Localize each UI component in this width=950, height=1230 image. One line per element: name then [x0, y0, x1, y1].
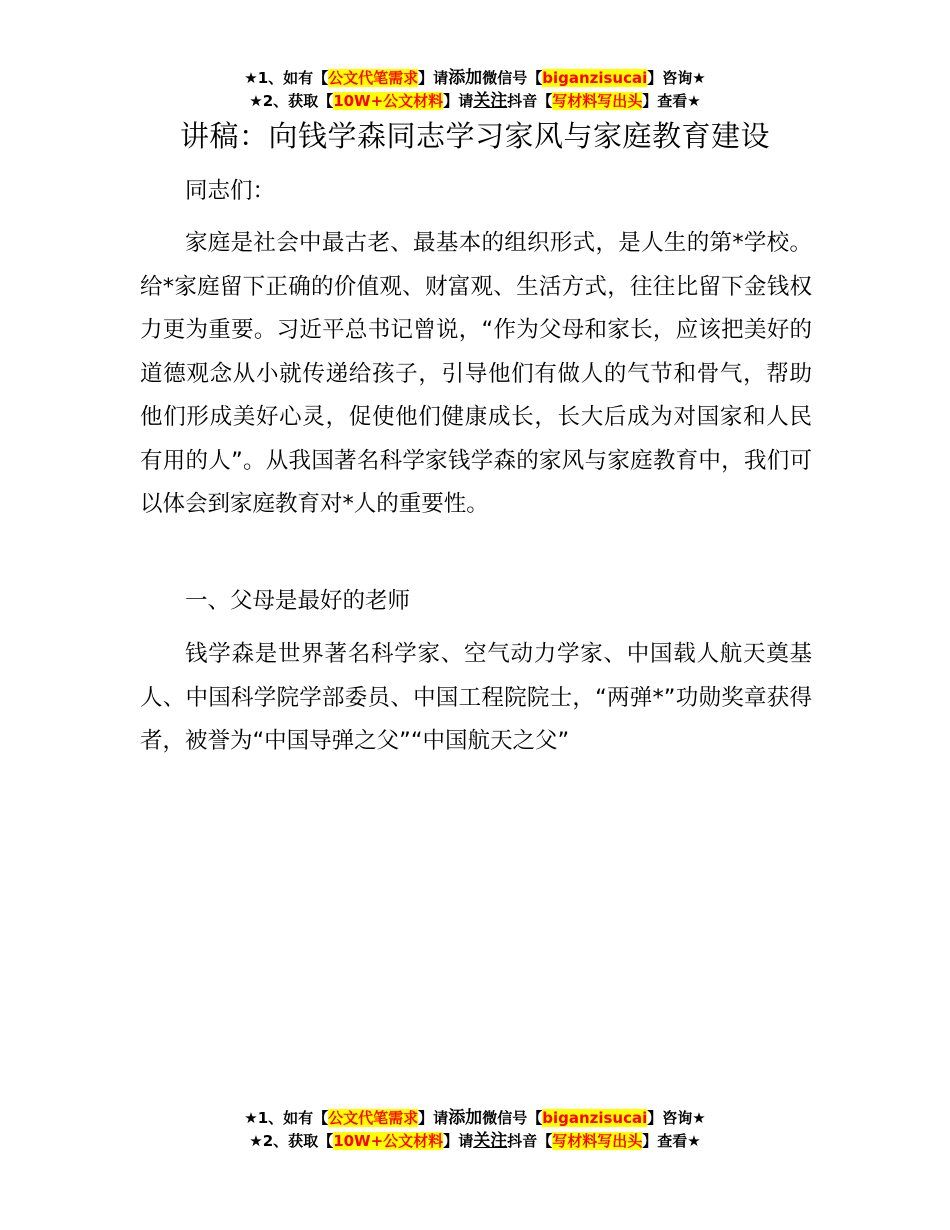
banner-text: ★2、获取【	[249, 1132, 334, 1150]
section-heading: 一、父母是最好的老师	[185, 588, 411, 614]
body-paragraph: 钱学森是世界著名科学家、空气动力学家、中国载人航天奠基人、中国科学院学部委员、中国工程院院士，“两弹*”功勋奖章获得者，被誉为“中国导弹之父”“中国航天之父”	[140, 641, 812, 754]
banner-text: 】查看★	[642, 92, 701, 110]
banner-line-2	[0, 90, 950, 113]
banner-emphasis: 添加	[448, 68, 483, 88]
banner-line-2	[0, 1130, 950, 1153]
body-paragraph: 家庭是社会中最古老、最基本的组织形式，是人生的第*学校。给*家庭留下正确的价值观、财富观、生活方式，往往比留下金钱权力更为重要。习近平总书记曾说，“作为父母和家长，应该把美好的道德观念从小就传递给孩子，引导他们有做人的气节和骨气，帮助他们形成美好心灵，促使他们健康成长，长大后成为对国家和人民有用的人”。从我国著名科学家钱学森的家风与家庭教育中，我们可以体会到家庭教育对*人的重要性。	[140, 230, 812, 517]
banner-text: ★1、如有【	[244, 1109, 329, 1127]
highlight-douyin-account: 写材料写出头	[552, 1132, 643, 1150]
paragraph-block-2	[140, 633, 812, 764]
banner-text: 】请	[418, 1109, 449, 1127]
banner-text: ★1、如有【	[244, 69, 329, 87]
banner-text: ★2、获取【	[249, 92, 334, 110]
banner-emphasis: 关注	[473, 1131, 508, 1151]
footer-banner	[0, 1107, 950, 1153]
banner-text: 】咨询★	[647, 1109, 706, 1127]
banner-emphasis: 添加	[448, 1108, 483, 1128]
header-banner	[0, 67, 950, 113]
banner-text: 】咨询★	[647, 69, 706, 87]
banner-text: 】请	[443, 1132, 474, 1150]
section-heading-block	[140, 580, 812, 624]
highlight-ghostwriting: 公文代笔需求	[328, 69, 419, 87]
paragraph-block-1	[140, 222, 812, 527]
highlight-wechat-id: biganzisucai	[542, 69, 648, 87]
highlight-wechat-id: biganzisucai	[542, 1109, 648, 1127]
highlight-materials: 10W+公文材料	[333, 92, 444, 110]
banner-emphasis: 关注	[473, 91, 508, 111]
banner-text: 抖音【	[507, 1132, 553, 1150]
banner-text: 】请	[443, 92, 474, 110]
salutation-block	[140, 170, 812, 214]
banner-text: 抖音【	[507, 92, 553, 110]
banner-line-1	[0, 67, 950, 90]
banner-text: 】查看★	[642, 1132, 701, 1150]
banner-line-1	[0, 1107, 950, 1130]
highlight-materials: 10W+公文材料	[333, 1132, 444, 1150]
highlight-ghostwriting: 公文代笔需求	[328, 1109, 419, 1127]
banner-text: 】请	[418, 69, 449, 87]
highlight-douyin-account: 写材料写出头	[552, 92, 643, 110]
banner-text: 微信号【	[482, 1109, 543, 1127]
banner-text: 微信号【	[482, 69, 543, 87]
page-title: 讲稿：向钱学森同志学习家风与家庭教育建设	[179, 119, 770, 153]
salutation: 同志们：	[185, 178, 276, 204]
